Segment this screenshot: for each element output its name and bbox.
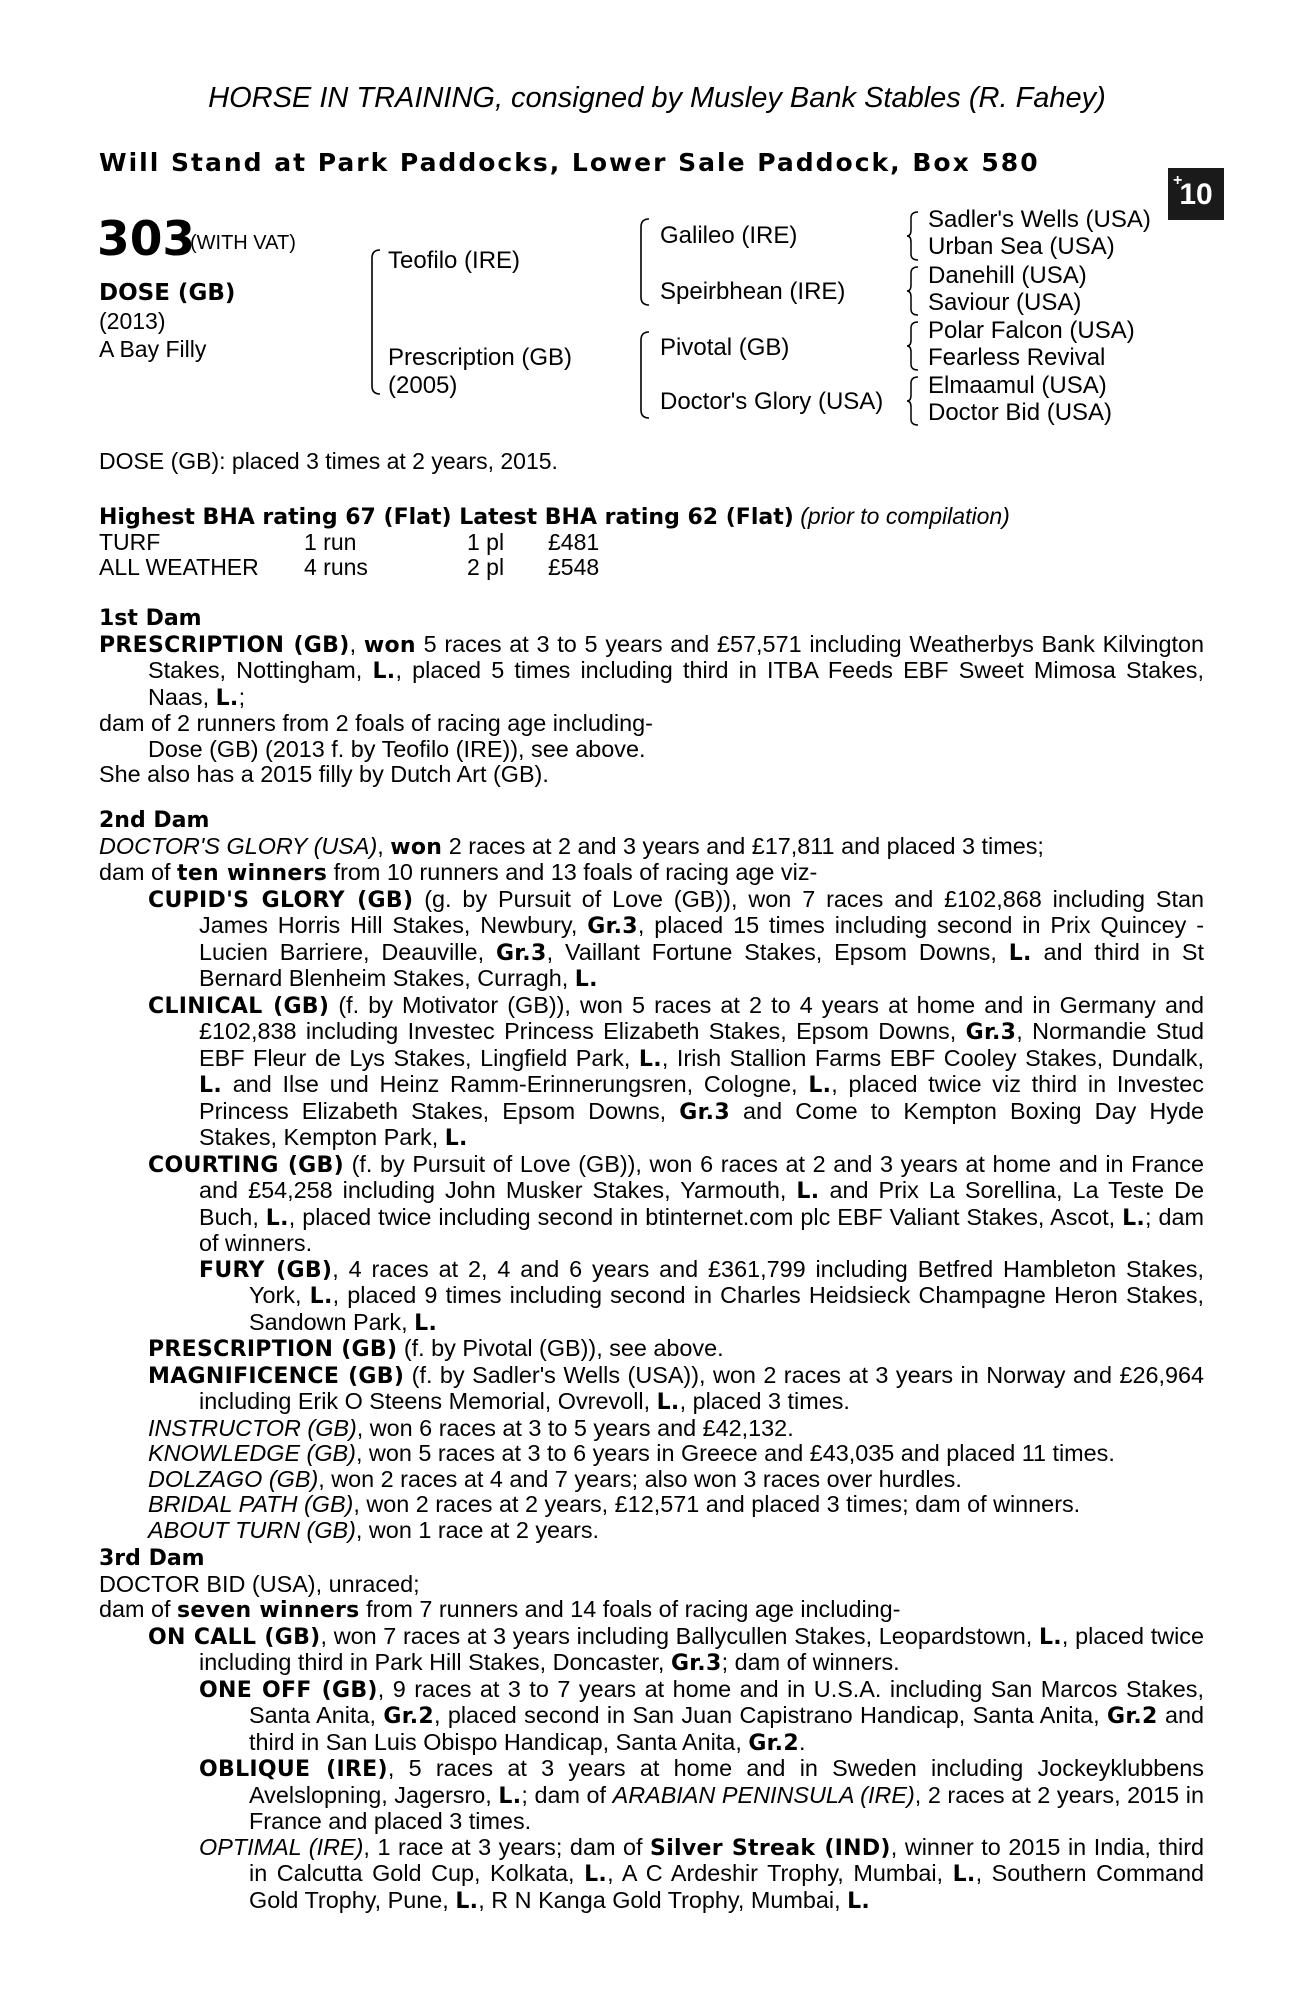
g3-ancestor: Doctor Bid (USA) xyxy=(928,399,1113,426)
earnings: £548 xyxy=(548,554,600,580)
produce-entry: COURTING (GB) (f. by Pursuit of Love (GB)), won 6 races at 2 and 3 years at home and in France and £54,258 including John Musker Stakes, Yarmouth, L. and Prix La Sorellina, La Teste De Buch, L., placed twice including second in btinternet.com plc EBF Valiant Stakes, Ascot, L.; dam of winners. xyxy=(148,1150,1205,1256)
record-text: , placed 5 times including third in ITBA Feeds EBF Sweet Mimosa Stakes, Naas, xyxy=(148,657,1204,710)
table-row xyxy=(99,555,599,580)
placed: 2 pl xyxy=(467,554,505,580)
consignor-header: HORSE IN TRAINING, consigned by Musley Bank Stables (R. Fahey) xyxy=(208,82,1106,114)
race-summary: DOSE (GB): placed 3 times at 2 years, 2015. xyxy=(99,448,558,474)
g3-ancestor: Saviour (USA) xyxy=(928,289,1082,316)
produce-entry: PRESCRIPTION (GB) (f. by Pivotal (GB)), see above. xyxy=(148,1335,724,1362)
vat-note: (WITH VAT) xyxy=(190,232,296,254)
winners-count: seven winners xyxy=(177,1598,360,1623)
g3-bracket-2 xyxy=(906,265,920,317)
badge-plus-mark: + xyxy=(1173,172,1183,189)
produce-entry: ONE OFF (GB), 9 races at 3 to 7 years at home and in U.S.A. including San Marcos Stakes, Santa Anita, Gr.2, placed second in San Juan Capistrano Handicap, Santa Anita, Gr.2 and third in San Luis Obispo Handicap, Santa Anita, Gr.2. xyxy=(199,1675,1204,1756)
produce-summary xyxy=(99,860,1204,887)
dam-record: DOCTOR'S GLORY (USA), won 2 races at 2 and 3 years and £17,811 and placed 3 times; xyxy=(99,832,1044,860)
produce-entry: CUPID'S GLORY (GB) (g. by Pursuit of Love (GB)), won 7 races and £102,868 including Stan James Horris Hill Stakes, Newbury, Gr.3, placed 15 times including second in Prix Quincey - Lucien Barriere, Deauville, Gr.3, Vaillant Fortune Stakes, Epsom Downs, L. and third in St Bernard Blenheim Stakes, Curragh, L. xyxy=(148,885,1204,992)
g3-ancestor: Danehill (USA) xyxy=(928,262,1087,289)
sire-line-bracket xyxy=(637,217,651,307)
second-dam-section xyxy=(99,808,1204,1543)
produce-entry: ON CALL (GB), won 7 races at 3 years including Ballycullen Stakes, Leopardstown, L., placed twice including third in Park Hill Stakes, Doncaster, Gr.3; dam of winners. xyxy=(148,1622,1204,1676)
g3-ancestor: Sadler's Wells (USA) xyxy=(928,206,1151,233)
dam-line-bracket xyxy=(637,330,651,420)
surface: ALL WEATHER xyxy=(99,554,259,580)
surface: TURF xyxy=(99,529,161,555)
produce-entry: DOLZAGO (GB), won 2 races at 4 and 7 years; also won 3 races over hurdles. xyxy=(148,1465,962,1492)
earnings: £481 xyxy=(548,529,600,555)
sire-bracket xyxy=(368,248,382,396)
produce-summary xyxy=(99,1597,1204,1624)
g3-ancestor: Polar Falcon (USA) xyxy=(928,317,1135,344)
dam-sire: Pivotal (GB) xyxy=(660,334,790,361)
placed: 1 pl xyxy=(467,529,505,555)
produce-entry: KNOWLEDGE (GB), won 5 races at 3 to 6 years in Greece and £43,035 and placed 11 times. xyxy=(148,1440,1115,1466)
dam-year: (2005) xyxy=(388,372,458,399)
sire-sire: Galileo (IRE) xyxy=(660,222,798,249)
table-row xyxy=(99,530,599,555)
g3-ancestor: Elmaamul (USA) xyxy=(928,372,1107,399)
third-dam-section xyxy=(99,1546,1204,1914)
horse-name: DOSE (GB) xyxy=(99,280,236,306)
produce-entry: MAGNIFICENCE (GB) (f. by Sadler's Wells (USA)), won 2 races at 3 years in Norway and £26,964 including Erik O Steens Memorial, Ovrevoll, L., placed 3 times. xyxy=(148,1361,1205,1415)
g3-ancestor: Urban Sea (USA) xyxy=(928,233,1115,260)
dam-dam: Doctor's Glory (USA) xyxy=(660,388,884,415)
racing-record-table xyxy=(99,530,599,580)
stand-location: Will Stand at Park Paddocks, Lower Sale Paddock, Box 580 xyxy=(99,148,1040,177)
listed-mark: L. xyxy=(215,685,239,711)
g3-bracket-1 xyxy=(906,210,920,262)
dam-record: PRESCRIPTION (GB), won 5 races at 3 to 5 years and £57,571 including Weatherbys Bank Kilvington Stakes, Nottingham, L., placed 5 times including third in ITBA Feeds EBF Sweet Mimosa Stakes, Naas, L.; xyxy=(99,630,1205,711)
ratings-heading: Highest BHA rating 67 (Flat) Latest BHA rating 62 (Flat) xyxy=(99,505,794,530)
produce-entry: INSTRUCTOR (GB), won 6 races at 3 to 5 years and £42,132. xyxy=(148,1414,794,1441)
sire: Teofilo (IRE) xyxy=(388,247,521,274)
produce-entry: FURY (GB), 4 races at 2, 4 and 6 years and £361,799 including Betfred Hambleton Stakes, York, L., placed 9 times including second in Charles Heidsieck Champagne Heron Stakes, Sandown Park, L. xyxy=(199,1255,1204,1336)
record-text: from 7 runners and 14 foals of racing age including- xyxy=(359,1596,901,1622)
g3-bracket-3 xyxy=(906,320,920,372)
produce-entry: OPTIMAL (IRE), 1 race at 3 years; dam of Silver Streak (IND), winner to 2015 in India, third in Calcutta Gold Cup, Kolkata, L., A C Ardeshir Trophy, Mumbai, L., Southern Command Gold Trophy, Pune, L., R N Kanga Gold Trophy, Mumbai, L. xyxy=(199,1833,1205,1914)
badge-number: 10 xyxy=(1179,178,1213,211)
section-heading: 3rd Dam xyxy=(99,1546,205,1571)
foaling-year: (2013) xyxy=(99,308,166,334)
dam-name: DOCTOR'S GLORY (USA) xyxy=(99,832,378,859)
produce-entry: BRIDAL PATH (GB), won 2 races at 2 years, £12,571 and placed 3 times; dam of winners. xyxy=(148,1491,1081,1517)
page-badge xyxy=(1168,168,1224,220)
record-text: ; xyxy=(238,683,246,710)
record-text: dam of xyxy=(99,859,178,885)
produce-entry: ABOUT TURN (GB), won 1 race at 2 years. xyxy=(148,1516,600,1543)
section-heading: 1st Dam xyxy=(99,606,202,631)
horse-description: A Bay Filly xyxy=(99,336,207,362)
runs: 1 run xyxy=(304,529,357,555)
record-text: from 10 runners and 13 foals of racing age viz- xyxy=(327,859,818,885)
dam-record: DOCTOR BID (USA), unraced; xyxy=(99,1570,420,1597)
ratings-note: (prior to compilation) xyxy=(800,503,1010,529)
record-text: 2 races at 2 and 3 years and £17,811 and placed 3 times; xyxy=(442,832,1044,859)
dam: Prescription (GB) xyxy=(388,344,573,371)
produce-summary: dam of 2 runners from 2 foals of racing age including- xyxy=(99,710,653,736)
dam-name: PRESCRIPTION (GB) xyxy=(99,632,350,658)
won-label: won xyxy=(390,834,443,860)
lot-number: 303 xyxy=(97,212,196,267)
runs: 4 runs xyxy=(304,554,368,580)
produce-entry: Dose (GB) (2013 f. by Teofilo (IRE)), see above. xyxy=(148,735,646,762)
produce-note: She also has a 2015 filly by Dutch Art (GB). xyxy=(99,761,549,787)
won-label: won xyxy=(363,632,416,658)
g3-ancestor: Fearless Revival xyxy=(928,344,1106,371)
bha-ratings xyxy=(99,503,1010,530)
record-text: 5 races at 3 to 5 years and £57,571 including Weatherbys Bank Kilvington Stakes, Nottingham, xyxy=(148,630,1205,683)
sire-dam: Speirbhean (IRE) xyxy=(660,278,846,305)
section-heading: 2nd Dam xyxy=(99,808,210,833)
record-text: dam of xyxy=(99,1596,178,1622)
winners-count: ten winners xyxy=(177,861,328,886)
g3-bracket-4 xyxy=(906,375,920,427)
first-dam-section xyxy=(99,606,1204,788)
listed-mark: L. xyxy=(372,659,396,684)
produce-entry: CLINICAL (GB) (f. by Motivator (GB)), won 5 races at 2 to 4 years at home and in Germany and £102,838 including Investec Princess Elizabeth Stakes, Epsom Downs, Gr.3, Normandie Stud EBF Fleur de Lys Stakes, Lingfield Park, L., Irish Stallion Farms EBF Cooley Stakes, Dundalk, L. and Ilse und Heinz Ramm-Erinnerungsren, Cologne, L., placed twice viz third in Investec Princess Elizabeth Stakes, Epsom Downs, Gr.3 and Come to Kempton Boxing Day Hyde Stakes, Kempton Park, L. xyxy=(148,991,1204,1151)
produce-entry: OBLIQUE (IRE), 5 races at 3 years at home and in Sweden including Jockeyklubbens Avelslopning, Jagersro, L.; dam of ARABIAN PENINSULA (IRE), 2 races at 2 years, 2015 in France and placed 3 times. xyxy=(199,1755,1204,1834)
